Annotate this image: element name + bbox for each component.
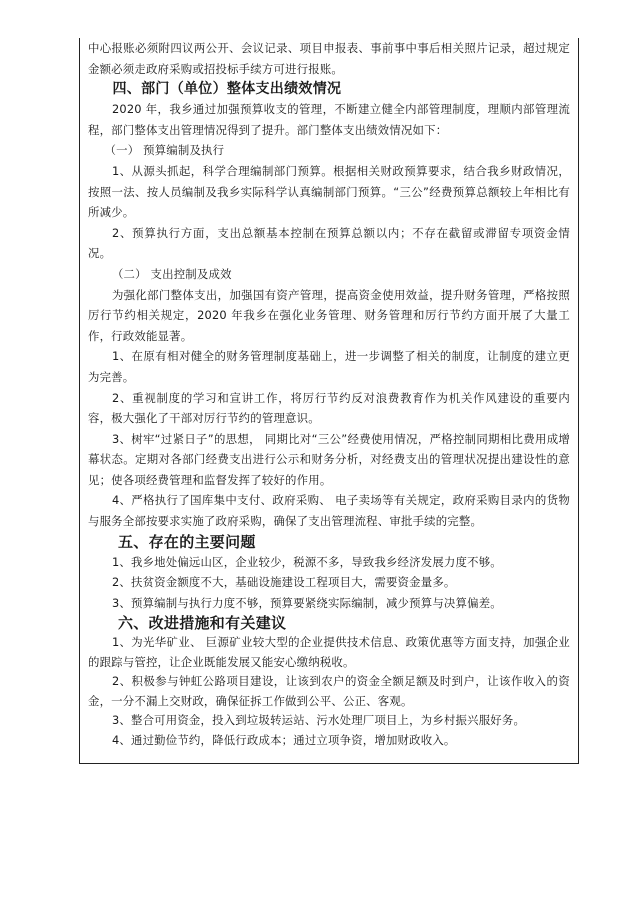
section4-sub1-title: （一） 预算编制及执行 <box>104 143 225 158</box>
section4-sub2-item2: 2、重视制度的学习和宣讲工作，将厉行节约反对浪费教育作为机关作风建设的重要内容，极大强化了干部对厉行节约的管理意识。 <box>88 390 570 426</box>
section5-item3: 3、预算编制与执行力度不够，预算要紧绕实际编制，减少预算与决算偏差。 <box>111 595 502 610</box>
section4-sub2-title: （二） 支出控制及成效 <box>111 266 232 281</box>
section4-sub2-item4: 4、严格执行了国库集中支付、政府采购、 电子卖场等有关规定，政府采购目录内的货物与服务全部按要求实施了政府采购，确保了支出管理流程、审批手续的完整。 <box>88 493 570 529</box>
section4-sub1-item2: 2、预算执行方面，支出总额基本控制在预算总额以内；不存在截留或滞留专项资金情况。 <box>88 225 570 261</box>
section5-item2: 2、扶贫资金额度不大，基础设施建设工程项目大，需要资金量多。 <box>111 575 456 590</box>
section4-sub2-item1: 1、在原有相对健全的财务管理制度基础上，进一步调整了相关的制度，让制度的建立更为完善。 <box>88 349 570 384</box>
section6-item2: 2、积极参与钟虹公路项目建设，让该到农户的资金全额足额及时到户，让该作收入的资金，一分不漏上交财政，确保征拆工作做到公平、公正、客观。 <box>88 674 570 708</box>
section6-heading: 六、改进措施和有关建议 <box>118 614 287 633</box>
section6-item4: 4、通过勤俭节约，降低行政成本；通过立项争资，增加财政收入。 <box>111 732 456 747</box>
intro-continuation: 中心报账必须附四议两公开、会议记录、项目申报表、事前事中事后相关照片记录，超过规定金额必须走政府采购或招投标手续方可进行报账。 <box>88 41 570 76</box>
section4-heading: 四、部门（单位）整体支出绩效情况 <box>112 81 342 98</box>
section4-sub2-item3: 3、树牢“过紧日子”的思想， 同期比对“三公”经费使用情况，严格控制同期相比费用成增幕状态。定期对各部门经费支出进行公示和财务分析，对经费支出的管理状况提出建设性的意见；使各项经费管理和监督发挥了较好的作用。 <box>88 431 570 487</box>
section4-sub2-intro: 为强化部门整体支出，加强国有资产管理，提高资金使用效益，提升财务管理，严格按照厉行节约相关规定，2020 年我乡在强化业务管理、财务管理和厉行节约方面开展了大量工作，行政效能显著。 <box>88 287 570 343</box>
report-body <box>88 38 570 750</box>
section6-item1: 1、为光华矿业、 巨源矿业较大型的企业提供技术信息、政策优惠等方面支持，加强企业的跟踪与管控，让企业既能发展又能安心缴纳税收。 <box>88 635 570 669</box>
section5-heading: 五、存在的主要问题 <box>118 532 256 551</box>
report-table-cell <box>79 38 579 764</box>
section5-item1: 1、我乡地处偏远山区，企业较少，税源不多，导致我乡经济发展力度不够。 <box>111 554 502 569</box>
section4-intro: 2020 年，我乡通过加强预算收支的管理，不断建立健全内部管理制度，理顺内部管理流程，部门整体支出管理情况得到了提升。部门整体支出绩效情况如下： <box>88 102 570 137</box>
section6-item3: 3、整合可用资金，投入到垃圾转运站、污水处理厂项目上，为乡村振兴服好务。 <box>111 713 526 728</box>
section4-sub1-item1: 1、从源头抓起，科学合理编制部门预算。根据相关财政预算要求，结合我乡财政情况，按照一法、按人员编制及我乡实际科学认真编制部门预算。“三公”经费预算总额较上年相比有所减少。 <box>88 163 570 220</box>
